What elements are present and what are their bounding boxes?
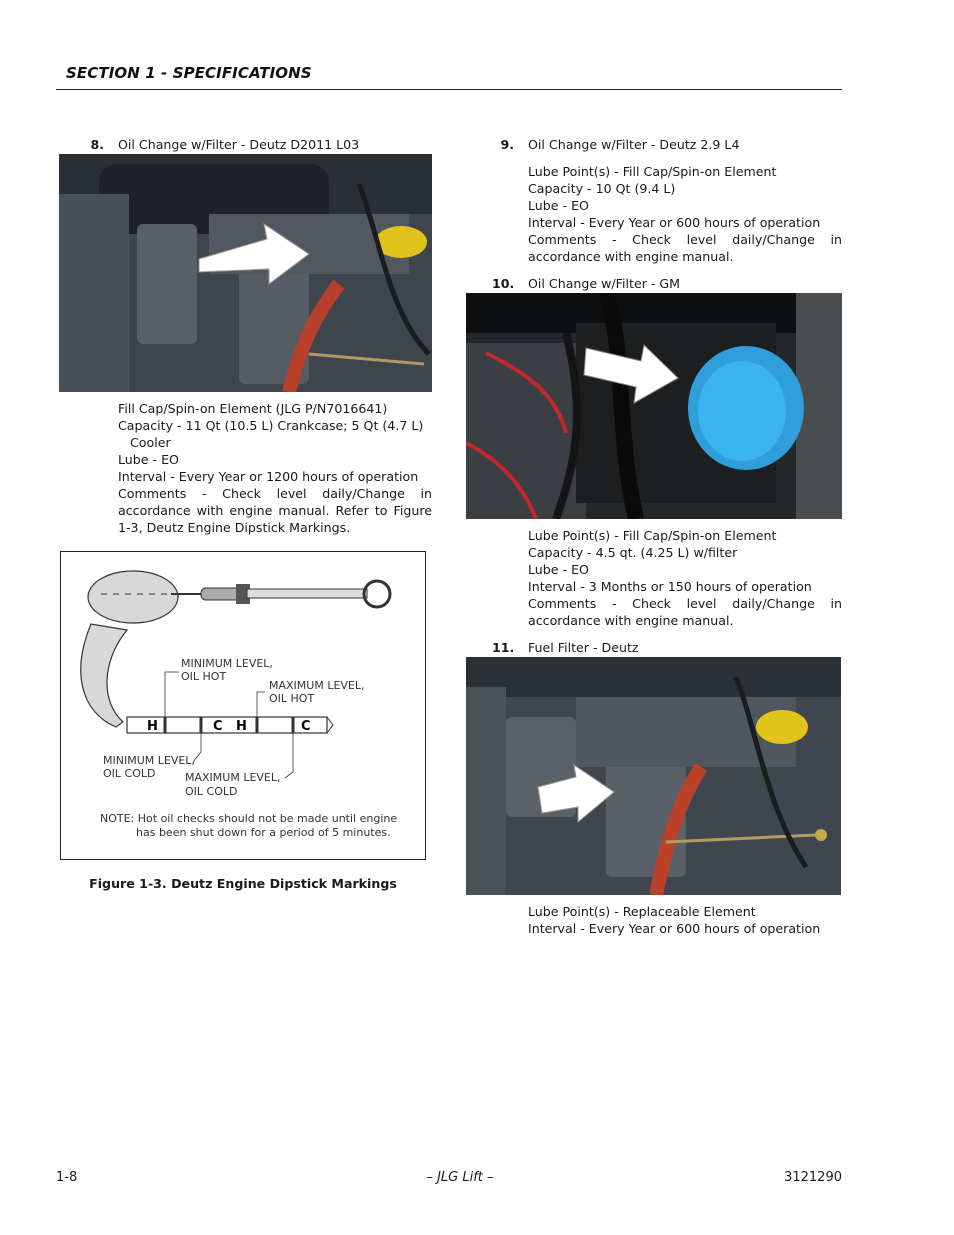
- item-8-title: Oil Change w/Filter - Deutz D2011 L03: [118, 137, 360, 152]
- item-10-line-capacity: Capacity - 4.5 qt. (4.25 L) w/filter: [528, 545, 738, 560]
- deutz-d2011-oil-filter-photo: [59, 154, 432, 392]
- item-9-number: 9.: [500, 137, 514, 152]
- label-min-cold-2: OIL COLD: [103, 767, 156, 780]
- item-8-line-capacity: Capacity - 11 Qt (10.5 L) Crankcase; 5 Qt (4.7 L): [118, 418, 424, 433]
- item-9-line-interval: Interval - Every Year or 600 hours of operation: [528, 215, 821, 230]
- label-min-hot-1: MINIMUM LEVEL,: [181, 657, 273, 670]
- item-8-comments: Comments - Check level daily/Change in accordance with engine manual. Refer to Figure 1-3, Deutz Engine Dipstick Markings.: [118, 486, 432, 535]
- gm-oil-filter-photo: [466, 293, 842, 519]
- document-number: 3121290: [784, 1170, 842, 1185]
- item-8-line-interval: Interval - Every Year or 1200 hours of operation: [118, 469, 419, 484]
- page-number: 1-8: [56, 1170, 78, 1185]
- label-max-hot-1: MAXIMUM LEVEL,: [269, 679, 365, 692]
- section-title: SECTION 1 - SPECIFICATIONS: [66, 64, 312, 82]
- figure-note-line-2: has been shut down for a period of 5 minutes.: [136, 826, 391, 839]
- header-rule: [56, 89, 842, 90]
- item-10-line-interval: Interval - 3 Months or 150 hours of operation: [528, 579, 812, 594]
- item-10-comments: Comments - Check level daily/Change in accordance with engine manual.: [528, 596, 842, 628]
- item-9-title: Oil Change w/Filter - Deutz 2.9 L4: [528, 137, 740, 152]
- dipstick-mark-h-1: H: [147, 719, 158, 734]
- deutz-fuel-filter-photo: [466, 657, 841, 895]
- dipstick-mark-c-1: C: [213, 719, 223, 734]
- label-max-cold-1: MAXIMUM LEVEL,: [185, 771, 281, 784]
- item-10-details: [528, 527, 842, 629]
- item-9-line-capacity: Capacity - 10 Qt (9.4 L): [528, 181, 676, 196]
- item-8-line-lube: Lube - EO: [118, 452, 179, 467]
- item-11-details: [528, 903, 842, 937]
- label-min-hot-2: OIL HOT: [181, 670, 227, 683]
- item-8-details: [118, 400, 432, 536]
- label-max-hot-2: OIL HOT: [269, 692, 315, 705]
- label-min-cold-1: MINIMUM LEVEL,: [103, 754, 195, 767]
- item-11-title: Fuel Filter - Deutz: [528, 640, 639, 655]
- item-11-line-lube-point: Lube Point(s) - Replaceable Element: [528, 904, 756, 919]
- item-8-line-fill-cap: Fill Cap/Spin-on Element (JLG P/N7016641): [118, 401, 388, 416]
- item-10-title: Oil Change w/Filter - GM: [528, 276, 681, 291]
- item-9-line-lube: Lube - EO: [528, 198, 589, 213]
- dipstick-mark-h-2: H: [236, 719, 247, 734]
- dipstick-figure: [60, 551, 426, 860]
- item-11-line-interval: Interval - Every Year or 600 hours of operation: [528, 921, 821, 936]
- item-9-line-lube-point: Lube Point(s) - Fill Cap/Spin-on Element: [528, 164, 777, 179]
- dipstick-mark-c-2: C: [301, 719, 311, 734]
- figure-caption: Figure 1-3. Deutz Engine Dipstick Markings: [89, 876, 397, 891]
- item-8-number: 8.: [90, 137, 104, 152]
- item-10-number: 10.: [492, 276, 515, 291]
- item-9-details: [528, 163, 842, 265]
- item-10-line-lube-point: Lube Point(s) - Fill Cap/Spin-on Element: [528, 528, 777, 543]
- footer-publisher: – JLG Lift –: [426, 1170, 494, 1185]
- label-max-cold-2: OIL COLD: [185, 785, 238, 798]
- figure-note-line-1: NOTE: Hot oil checks should not be made until engine: [100, 812, 398, 825]
- item-9-comments: Comments - Check level daily/Change in accordance with engine manual.: [528, 232, 842, 264]
- item-11-number: 11.: [492, 640, 515, 655]
- item-10-line-lube: Lube - EO: [528, 562, 589, 577]
- item-8-line-cooler: Cooler: [130, 435, 171, 450]
